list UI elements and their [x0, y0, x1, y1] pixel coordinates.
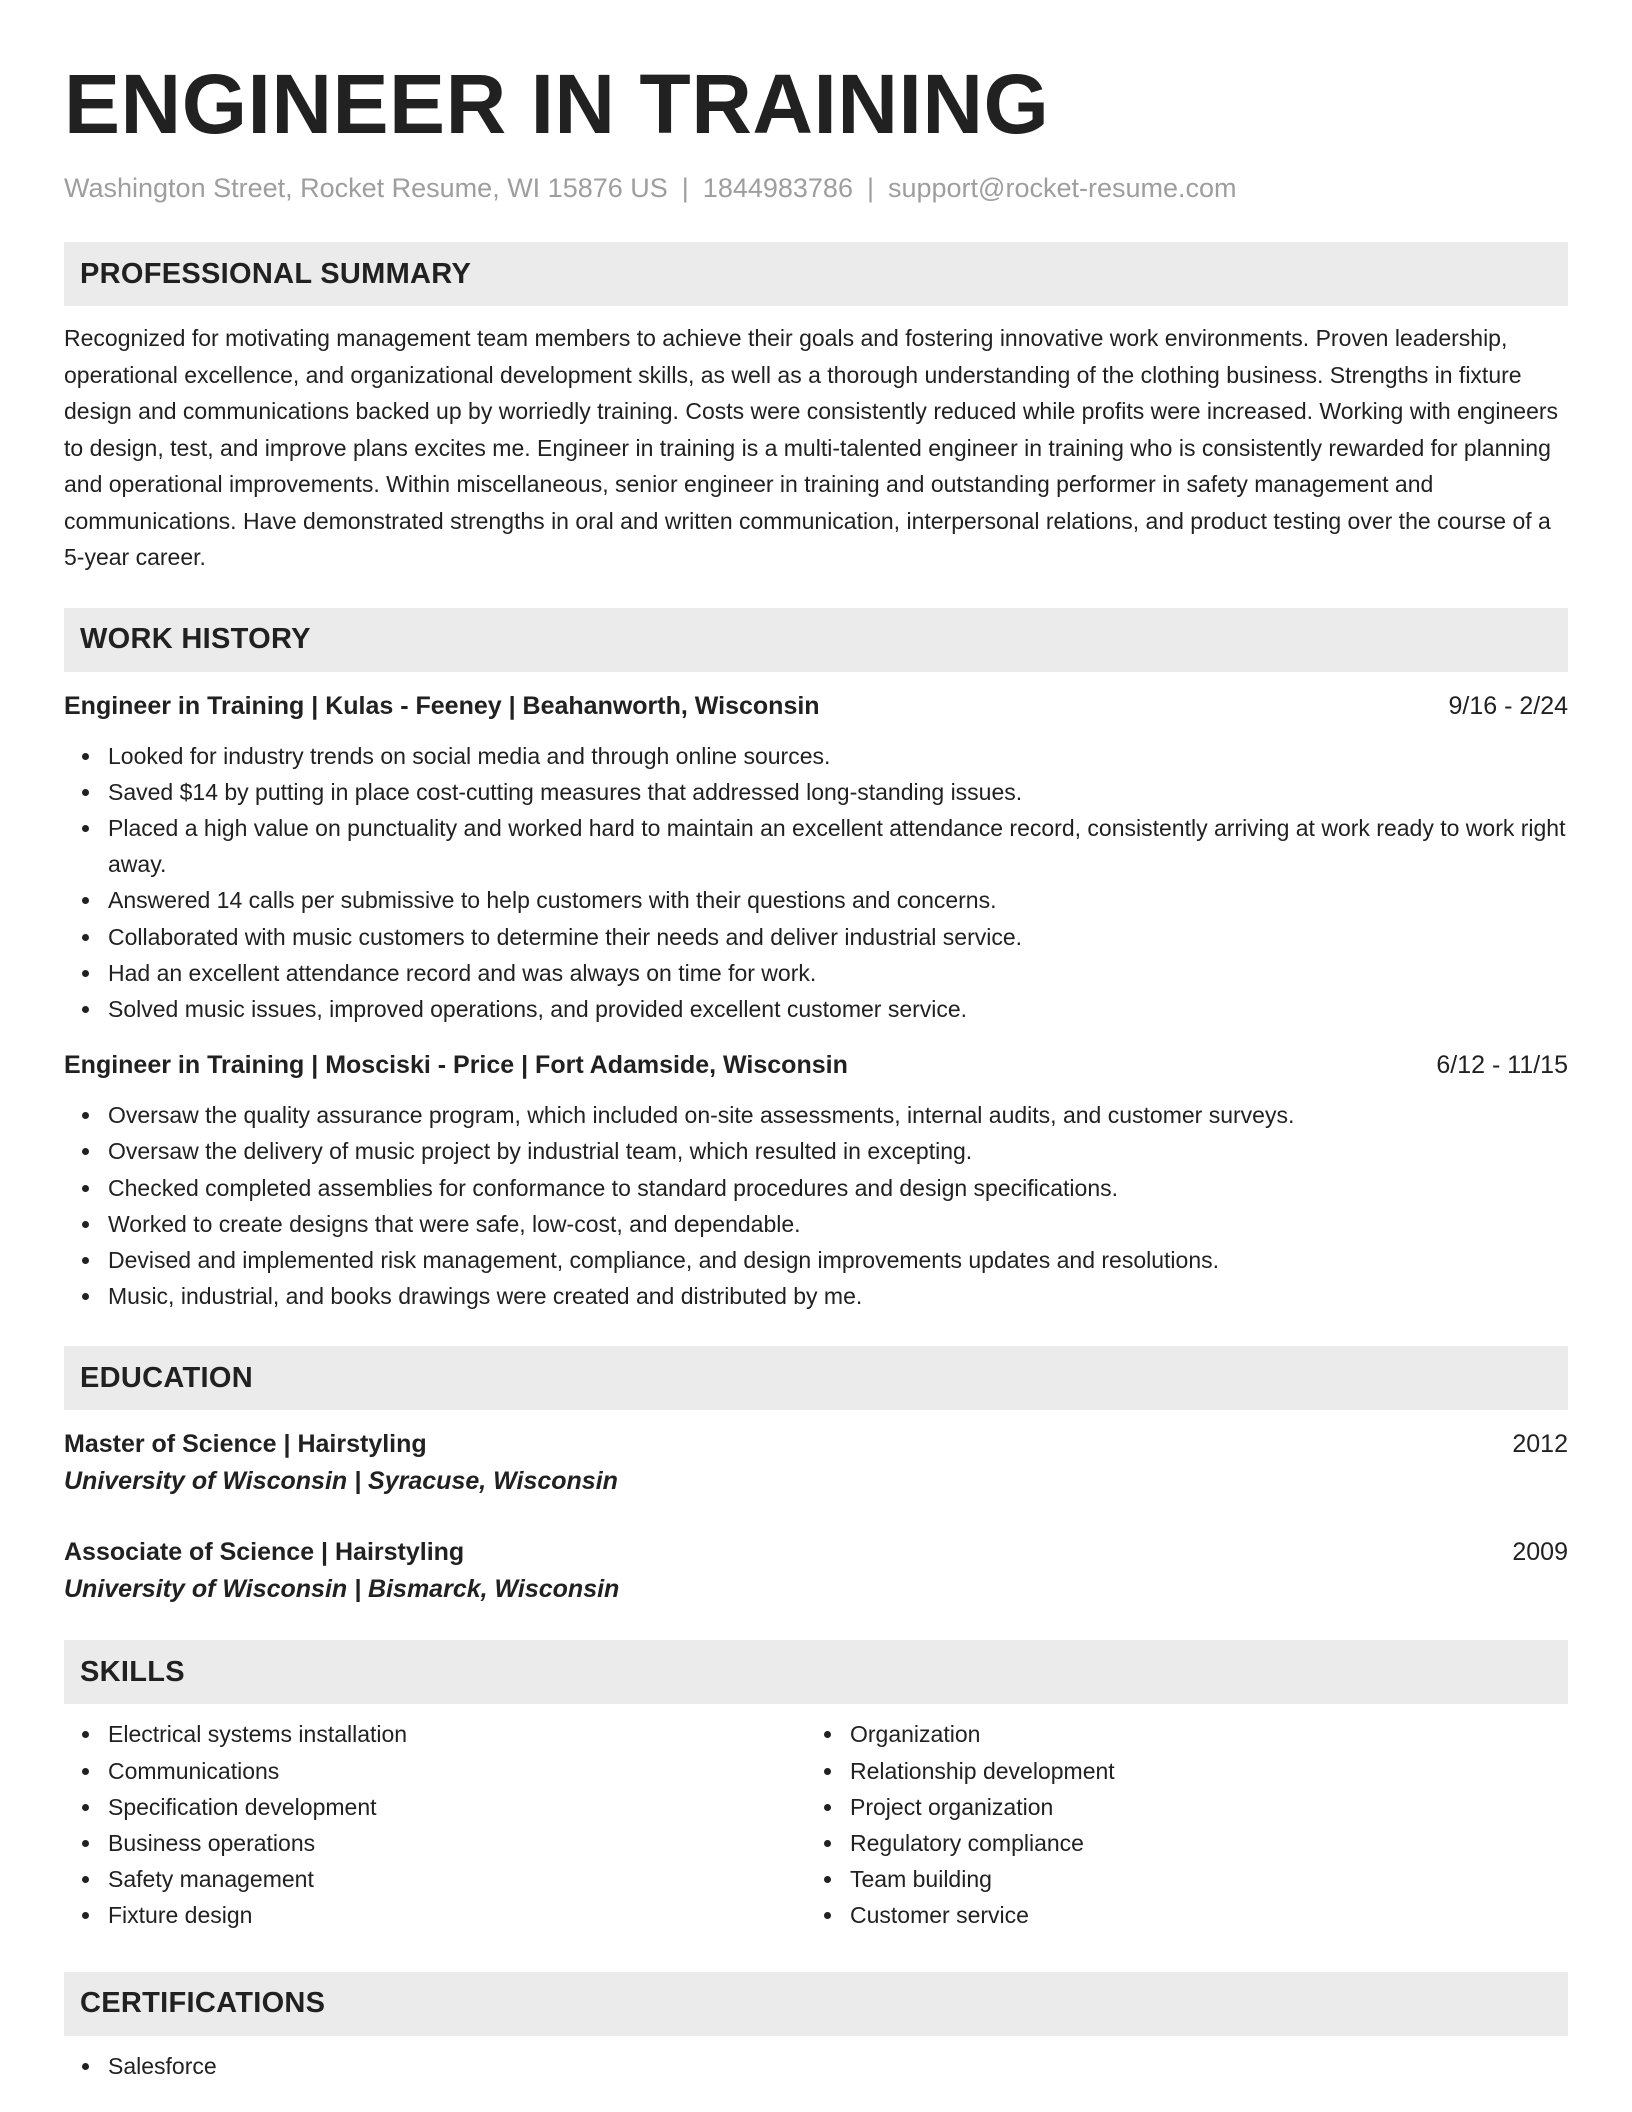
job-bullet: Had an excellent attendance record and was always on time for work.	[108, 955, 1568, 991]
skill-item: Safety management	[108, 1861, 806, 1897]
skills-bullets	[64, 1716, 806, 1933]
education-header	[64, 1426, 1568, 1462]
resume-page	[64, 0, 1568, 2084]
skill-item: Organization	[850, 1716, 1548, 1752]
job-bullet: Oversaw the quality assurance program, which included on-site assessments, internal audits, and customer surveys.	[108, 1097, 1568, 1133]
job-title: Engineer in Training | Kulas - Feeney | Beahanworth, Wisconsin	[64, 691, 820, 720]
certification-item: Salesforce	[108, 2048, 1568, 2084]
section-heading-work-history: WORK HISTORY	[64, 608, 1568, 672]
contact-email: support@rocket-resume.com	[887, 173, 1237, 203]
job-bullet: Checked completed assemblies for conformance to standard procedures and design specifications.	[108, 1170, 1568, 1206]
skill-item: Relationship development	[850, 1753, 1548, 1789]
skill-item: Business operations	[108, 1825, 806, 1861]
job-bullet: Collaborated with music customers to determine their needs and deliver industrial service.	[108, 919, 1568, 955]
education-degree: Master of Science | Hairstyling	[64, 1430, 427, 1459]
contact-line	[64, 170, 1568, 206]
job-bullets	[64, 738, 1568, 1028]
contact-address: Washington Street, Rocket Resume, WI 15876 US	[64, 173, 668, 203]
summary-text: Recognized for motivating management team members to achieve their goals and fostering innovative work environments. Proven leadership, operational excellence, and organizational development skills, as well as a thorough understanding of the clothing business. Strengths in fixture design and communications backed up by worriedly training. Costs were consistently reduced while profits were increased. Working with engineers to design, test, and improve plans excites me. Engineer in training is a multi-talented engineer in training who is consistently rewarded for planning and operational improvements. Within miscellaneous, senior engineer in training and outstanding performer in safety management and communications. Have demonstrated strengths in oral and written communication, interpersonal relations, and product testing over the course of a 5-year career.	[64, 325, 1559, 570]
section-heading-summary: PROFESSIONAL SUMMARY	[64, 242, 1568, 306]
education-school: University of Wisconsin | Syracuse, Wisconsin	[64, 1467, 618, 1496]
section-heading-skills: SKILLS	[64, 1640, 1568, 1704]
contact-separator: |	[866, 173, 874, 203]
skills-column-left	[64, 1716, 806, 1933]
job-title: Engineer in Training | Mosciski - Price | Fort Adamside, Wisconsin	[64, 1051, 848, 1080]
education-school: University of Wisconsin | Bismarck, Wisconsin	[64, 1575, 620, 1604]
education-year: 2009	[1512, 1538, 1568, 1567]
job-bullet: Answered 14 calls per submissive to help customers with their questions and concerns.	[108, 882, 1568, 918]
job-bullet: Placed a high value on punctuality and worked hard to maintain an excellent attendance record, consistently arriving at work ready to work right away.	[108, 810, 1568, 882]
skills-list	[64, 1716, 1568, 1933]
job-entry	[64, 1047, 1568, 1314]
job-bullet: Worked to create designs that were safe, low-cost, and dependable.	[108, 1206, 1568, 1242]
certifications-list	[64, 2048, 1568, 2084]
education-year: 2012	[1512, 1430, 1568, 1459]
education-degree: Associate of Science | Hairstyling	[64, 1538, 465, 1567]
skill-item: Specification development	[108, 1789, 806, 1825]
job-bullet: Devised and implemented risk management, compliance, and design improvements updates and resolutions.	[108, 1242, 1568, 1278]
section-heading-certifications: CERTIFICATIONS	[64, 1972, 1568, 2036]
job-bullet: Oversaw the delivery of music project by industrial team, which resulted in excepting.	[108, 1133, 1568, 1169]
skill-item: Communications	[108, 1753, 806, 1789]
education-header	[64, 1534, 1568, 1570]
skill-item: Regulatory compliance	[850, 1825, 1548, 1861]
candidate-name: ENGINEER IN TRAINING	[64, 57, 1050, 151]
education-entry	[64, 1426, 1568, 1500]
job-header	[64, 688, 1568, 724]
skill-item: Project organization	[850, 1789, 1548, 1825]
job-bullet: Looked for industry trends on social media and through online sources.	[108, 738, 1568, 774]
contact-phone: 1844983786	[702, 173, 853, 203]
skill-item: Electrical systems installation	[108, 1716, 806, 1752]
job-entry	[64, 688, 1568, 1028]
job-header	[64, 1047, 1568, 1083]
skill-item: Team building	[850, 1861, 1548, 1897]
skill-item: Customer service	[850, 1897, 1548, 1933]
section-heading-education: EDUCATION	[64, 1346, 1568, 1410]
job-bullet: Saved $14 by putting in place cost-cutting measures that addressed long-standing issues.	[108, 774, 1568, 810]
skills-column-right	[806, 1716, 1548, 1933]
job-dates: 9/16 - 2/24	[1448, 691, 1568, 720]
job-bullet: Solved music issues, improved operations, and provided excellent customer service.	[108, 991, 1568, 1027]
contact-separator: |	[681, 173, 689, 203]
education-entry	[64, 1534, 1568, 1608]
skills-bullets	[806, 1716, 1548, 1933]
skill-item: Fixture design	[108, 1897, 806, 1933]
job-bullets	[64, 1097, 1568, 1314]
job-bullet: Music, industrial, and books drawings were created and distributed by me.	[108, 1278, 1568, 1314]
job-dates: 6/12 - 11/15	[1436, 1051, 1568, 1080]
